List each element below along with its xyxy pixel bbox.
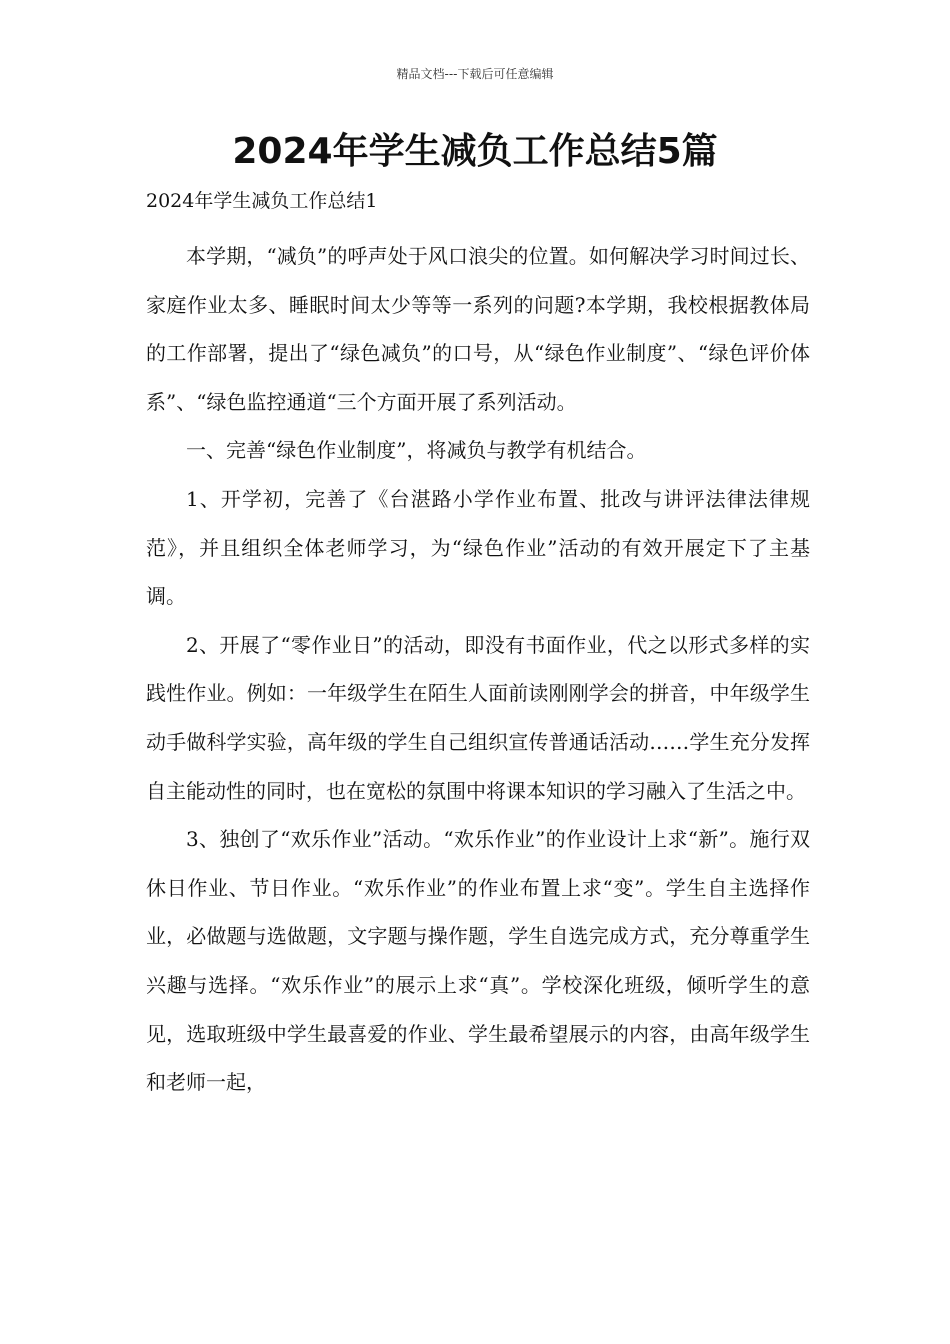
paragraph-section-one: 一、完善“绿色作业制度”，将减负与教学有机结合。 [186, 438, 647, 463]
header-note: 精品文档---下载后可任意编辑 [396, 67, 554, 81]
body-text [146, 232, 810, 1107]
section-subtitle: 2024年学生减负工作总结1 [146, 190, 378, 212]
paragraph-item-2: 2、开展了“零作业日”的活动，即没有书面作业，代之以形式多样的实践性作业。例如：一年级学生在陌生人面前读刚刚学会的拼音，中年级学生动手做科学实验，高年级的学生自己组织宣传普通话活动……学生充分发挥自主能动性的同时，也在宽松的氛围中将课本知识的学习融入了生活之中。 [146, 632, 810, 803]
paragraph-item-3: 3、独创了“欢乐作业”活动。“欢乐作业”的作业设计上求“新”。施行双休日作业、节日作业。“欢乐作业”的作业布置上求“变”。学生自主选择作业，必做题与选做题，文字题与操作题，学生自选完成方式，充分尊重学生兴趣与选择。“欢乐作业”的展示上求“真”。学校深化班级，倾听学生的意见，选取班级中学生最喜爱的作业、学生最希望展示的内容，由高年级学生和老师一起， [146, 827, 810, 1095]
paragraph-intro: 本学期，“减负”的呼声处于风口浪尖的位置。如何解决学习时间过长、家庭作业太多、睡眠时间太少等等一系列的问题?本学期，我校根据教体局的工作部署，提出了“绿色减负”的口号，从“绿色作业制度”、“绿色评价体系”、“绿色监控通道“三个方面开展了系列活动。 [146, 244, 810, 414]
document-title: 2024年学生减负工作总结5篇 [232, 131, 718, 172]
paragraph-item-1: 1、开学初，完善了《台湛路小学作业布置、批改与讲评法律法律规范》，并且组织全体老师学习，为“绿色作业”活动的有效开展定下了主基调。 [146, 486, 810, 609]
